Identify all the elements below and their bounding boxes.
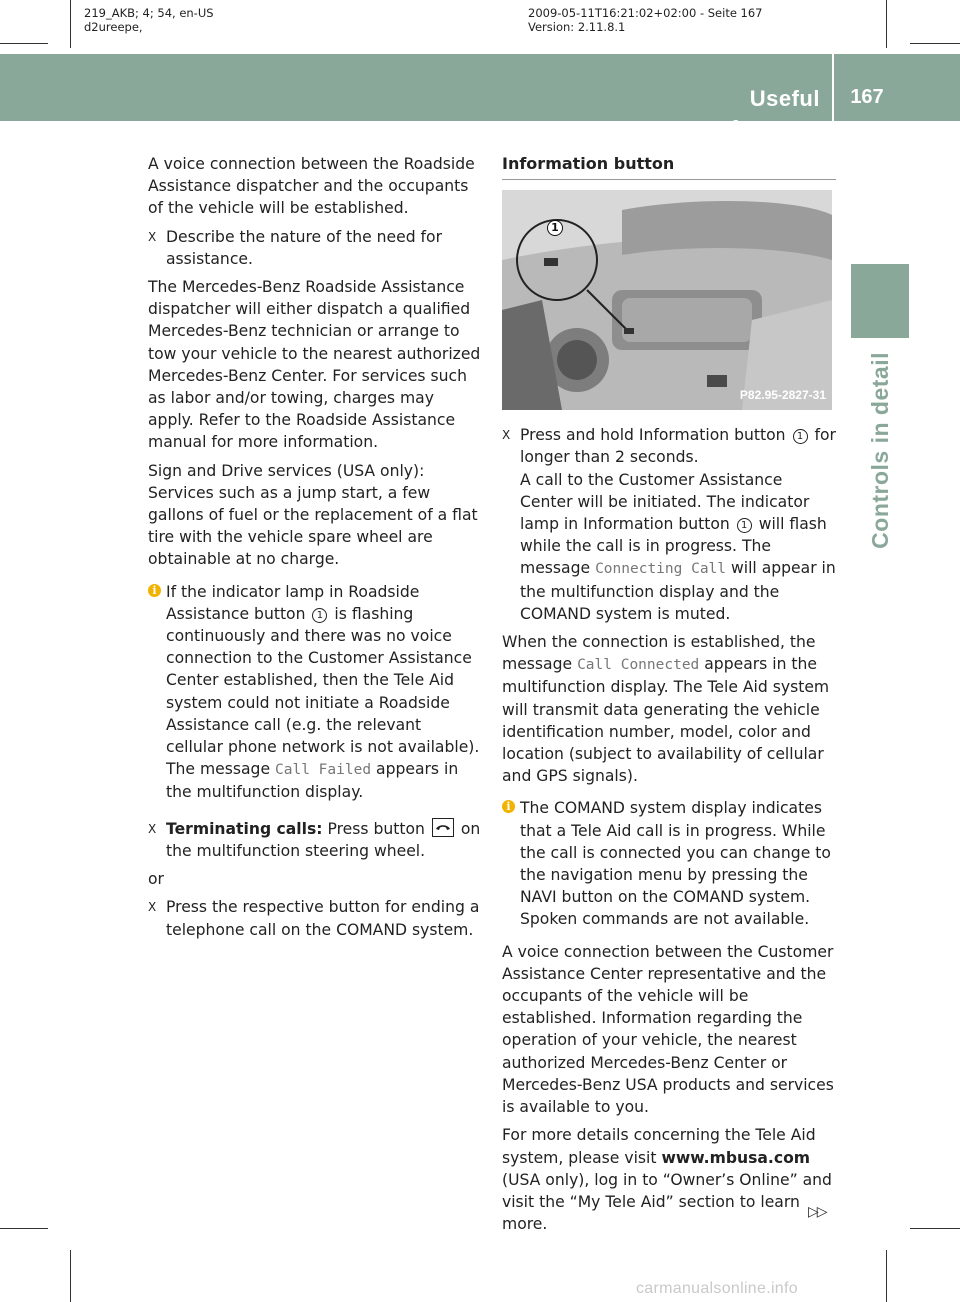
page-number: 167 xyxy=(850,86,884,108)
paragraph: A voice connection between the Customer Assistance Center representative and the occupants of the vehicle will be established. Information regarding the operation of your vehicle, the nearest authorized Mercedes-Benz Center or Mercedes-Benz USA products and services is available to you. xyxy=(502,942,834,1117)
paragraph-text: For more details concerning the Tele Aid system, please visit xyxy=(502,1126,816,1167)
callout-marker: 1 xyxy=(547,220,563,236)
instruction-text: Press the respective button for ending a telephone call on the COMAND system. xyxy=(166,898,480,939)
reference-number-icon: 1 xyxy=(312,608,327,623)
left-column xyxy=(148,153,482,947)
bullet-icon: X xyxy=(148,900,157,915)
display-message: Call Connected xyxy=(577,657,700,674)
crop-mark xyxy=(910,1228,960,1229)
display-message: Call Failed xyxy=(275,762,372,779)
instruction-text: on the multifunction steering wheel. xyxy=(166,819,481,860)
instruction-step xyxy=(148,226,482,270)
instruction-step xyxy=(148,818,482,862)
info-note xyxy=(502,797,836,930)
header-divider xyxy=(832,54,834,121)
instruction-text: Describe the nature of the need for assistance. xyxy=(166,227,442,268)
print-meta-line: d2ureepe, xyxy=(84,20,143,34)
next-page-icon: ▷▷ xyxy=(808,1204,826,1220)
info-text: appears in the multifunction display. xyxy=(166,760,459,802)
instruction-step xyxy=(148,896,482,940)
bullet-icon: X xyxy=(502,428,511,443)
reference-number-icon: 1 xyxy=(793,429,808,444)
bullet-icon: X xyxy=(148,821,157,836)
instruction-label: Terminating calls: xyxy=(166,819,323,838)
paragraph-text: When the connection is established, the message xyxy=(502,633,816,674)
photo-code: P82.95-2827-31 xyxy=(739,388,826,402)
hang-up-phone-icon xyxy=(432,818,454,837)
print-meta-left xyxy=(84,6,214,34)
crop-mark xyxy=(70,1250,71,1302)
or-text: or xyxy=(148,870,164,889)
section-heading: Information button xyxy=(502,153,836,180)
reference-number-icon: 1 xyxy=(737,518,752,533)
instruction-text: Press and hold Information button xyxy=(520,426,786,445)
paragraph-text: (USA only), log in to “Owner’s Online” and visit the “My Tele Aid” section to learn more. xyxy=(502,1170,832,1234)
crop-mark xyxy=(910,43,960,44)
crop-mark xyxy=(70,0,71,48)
website-link[interactable]: www.mbusa.com xyxy=(661,1148,811,1167)
instruction-text: will flash while the call is in progress. The message xyxy=(520,515,827,578)
page-title: Useful features xyxy=(730,86,820,141)
side-tab-label xyxy=(852,352,908,792)
information-button-photo xyxy=(502,190,832,410)
crop-mark xyxy=(0,1228,48,1229)
instruction-text: Press button xyxy=(327,819,425,838)
right-column xyxy=(502,153,836,1241)
crop-mark xyxy=(886,0,887,48)
info-icon: i xyxy=(148,584,161,597)
paragraph xyxy=(502,631,836,787)
crop-mark xyxy=(0,43,48,44)
print-meta-right xyxy=(528,6,763,34)
paragraph: The Mercedes-Benz Roadside Assistance dispatcher will either dispatch a qualified Mercedes-Benz technician or arrange to tow your vehicle to the nearest authorized Mercedes-Benz Center. For services such as labor and/or towing, charges may apply. Refer to the Roadside Assistance manual for more information. xyxy=(148,278,481,452)
info-note xyxy=(148,581,482,804)
display-message: Connecting Call xyxy=(595,561,727,578)
info-icon: i xyxy=(502,800,515,813)
instruction-text: A call to the Customer Assistance Center will be initiated. The indicator lamp in Information button xyxy=(520,470,810,534)
info-text: is flashing continuously and there was no voice connection to the Customer Assistance Center established, then the Tele Aid system could not initiate a Roadside Assistance call (e.g. the relevant cellular phone network is not available). The message xyxy=(166,604,480,779)
print-meta-line: Version: 2.11.8.1 xyxy=(528,20,626,34)
print-meta-line: 2009-05-11T16:21:02+02:00 - Seite 167 xyxy=(528,6,763,20)
side-tab-text: Controls in detail xyxy=(866,352,893,549)
paragraph: Sign and Drive services (USA only): Services such as a jump start, a few gallons of fuel or the replacement of a flat tire with the vehicle spare wheel are obtainable at no charge. xyxy=(148,461,478,569)
instruction-step xyxy=(502,424,836,625)
watermark: carmanualsonline.info xyxy=(636,1280,798,1297)
paragraph: A voice connection between the Roadside Assistance dispatcher and the occupants of the vehicle will be established. xyxy=(148,155,475,218)
info-text: The COMAND system display indicates that a Tele Aid call is in progress. While the call is connected you can change to the navigation menu by pressing the NAVI button on the COMAND system. Spoken commands are not available. xyxy=(520,799,831,929)
bullet-icon: X xyxy=(148,229,157,244)
print-meta-line: 219_AKB; 4; 54, en-US xyxy=(84,6,214,20)
paragraph-text: appears in the multifunction display. The Tele Aid system will transmit data generating the vehicle identification number, model, color and location (subject to availability of cellular and GPS signals). xyxy=(502,655,830,786)
side-tab-block xyxy=(851,264,909,338)
info-text: If the indicator lamp in Roadside Assistance button xyxy=(166,582,420,623)
instruction-text: for longer than 2 seconds. xyxy=(520,426,836,467)
instruction-text: will appear in the multifunction display and the COMAND system is muted. xyxy=(520,559,836,623)
crop-mark xyxy=(886,1250,887,1302)
paragraph xyxy=(502,1124,836,1235)
